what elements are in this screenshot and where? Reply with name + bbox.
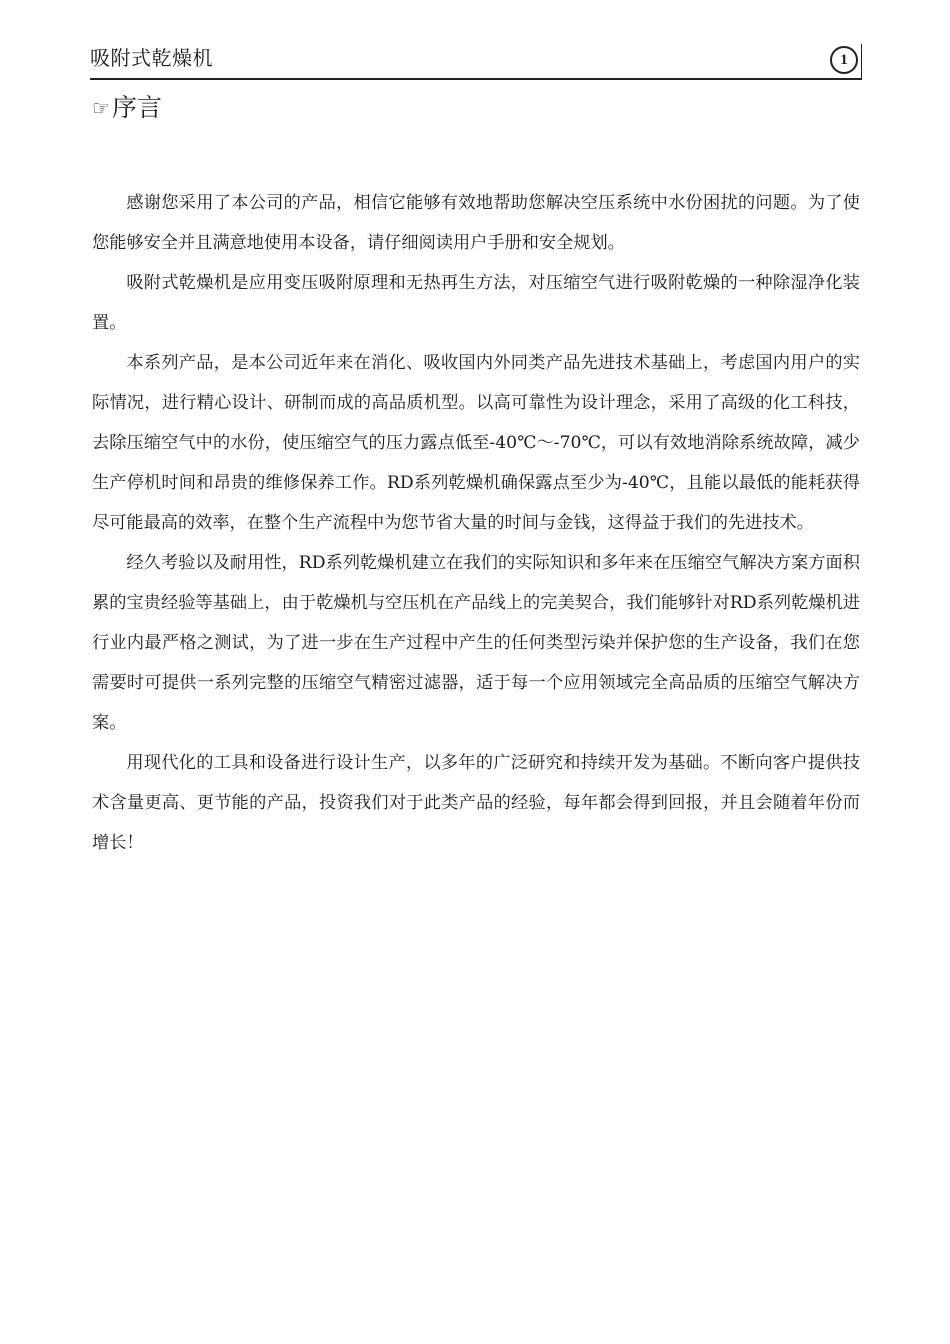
section-heading xyxy=(92,92,162,124)
paragraph-1: 感谢您采用了本公司的产品，相信它能够有效地帮助您解决空压系统中水份困扰的问题。为了使您能够安全并且满意地使用本设备，请仔细阅读用户手册和安全规划。 xyxy=(92,193,860,253)
document-title: 吸附式乾燥机 xyxy=(90,46,213,70)
paragraph-4: 经久考验以及耐用性，RD系列乾燥机建立在我们的实际知识和多年来在压缩空气解决方案方面积累的宝贵经验等基础上，由于乾燥机与空压机在产品线上的完美契合，我们能够针对RD系列乾燥机进行业内最严格之测试，为了进一步在生产过程中产生的任何类型污染并保护您的生产设备，我们在您需要时可提供一系列完整的压缩空气精密过滤器，适于每一个应用领域完全高品质的压缩空气解决方案。 xyxy=(92,553,860,733)
section-title-text: 序言 xyxy=(111,93,162,122)
paragraph-3: 本系列产品，是本公司近年来在消化、吸收国内外同类产品先进技术基础上，考虑国内用户的实际情况，进行精心设计、研制而成的高品质机型。以高可靠性为设计理念，采用了高级的化工科技，去除压缩空气中的水份，使压缩空气的压力露点低至-40℃～-70℃，可以有效地消除系统故障，减少生产停机时间和昂贵的维修保养工作。RD系列乾燥机确保露点至少为-40℃，且能以最低的能耗获得尽可能最高的效率，在整个生产流程中为您节省大量的时间与金钱，这得益于我们的先进技术。 xyxy=(92,353,860,533)
paragraph-5: 用现代化的工具和设备进行设计生产，以多年的广泛研究和持续开发为基础。不断向客户提供技术含量更高、更节能的产品，投资我们对于此类产品的经验，每年都会得到回报，并且会随着年份而增长！ xyxy=(92,753,860,853)
header-vertical-rule xyxy=(861,44,862,78)
page-header xyxy=(90,42,862,80)
preface-body xyxy=(92,183,860,863)
paragraph-2: 吸附式乾燥机是应用变压吸附原理和无热再生方法，对压缩空气进行吸附乾燥的一种除湿净化装置。 xyxy=(92,273,860,333)
pointing-hand-icon: ☞ xyxy=(92,96,110,120)
page-number-badge: 1 xyxy=(830,46,858,74)
